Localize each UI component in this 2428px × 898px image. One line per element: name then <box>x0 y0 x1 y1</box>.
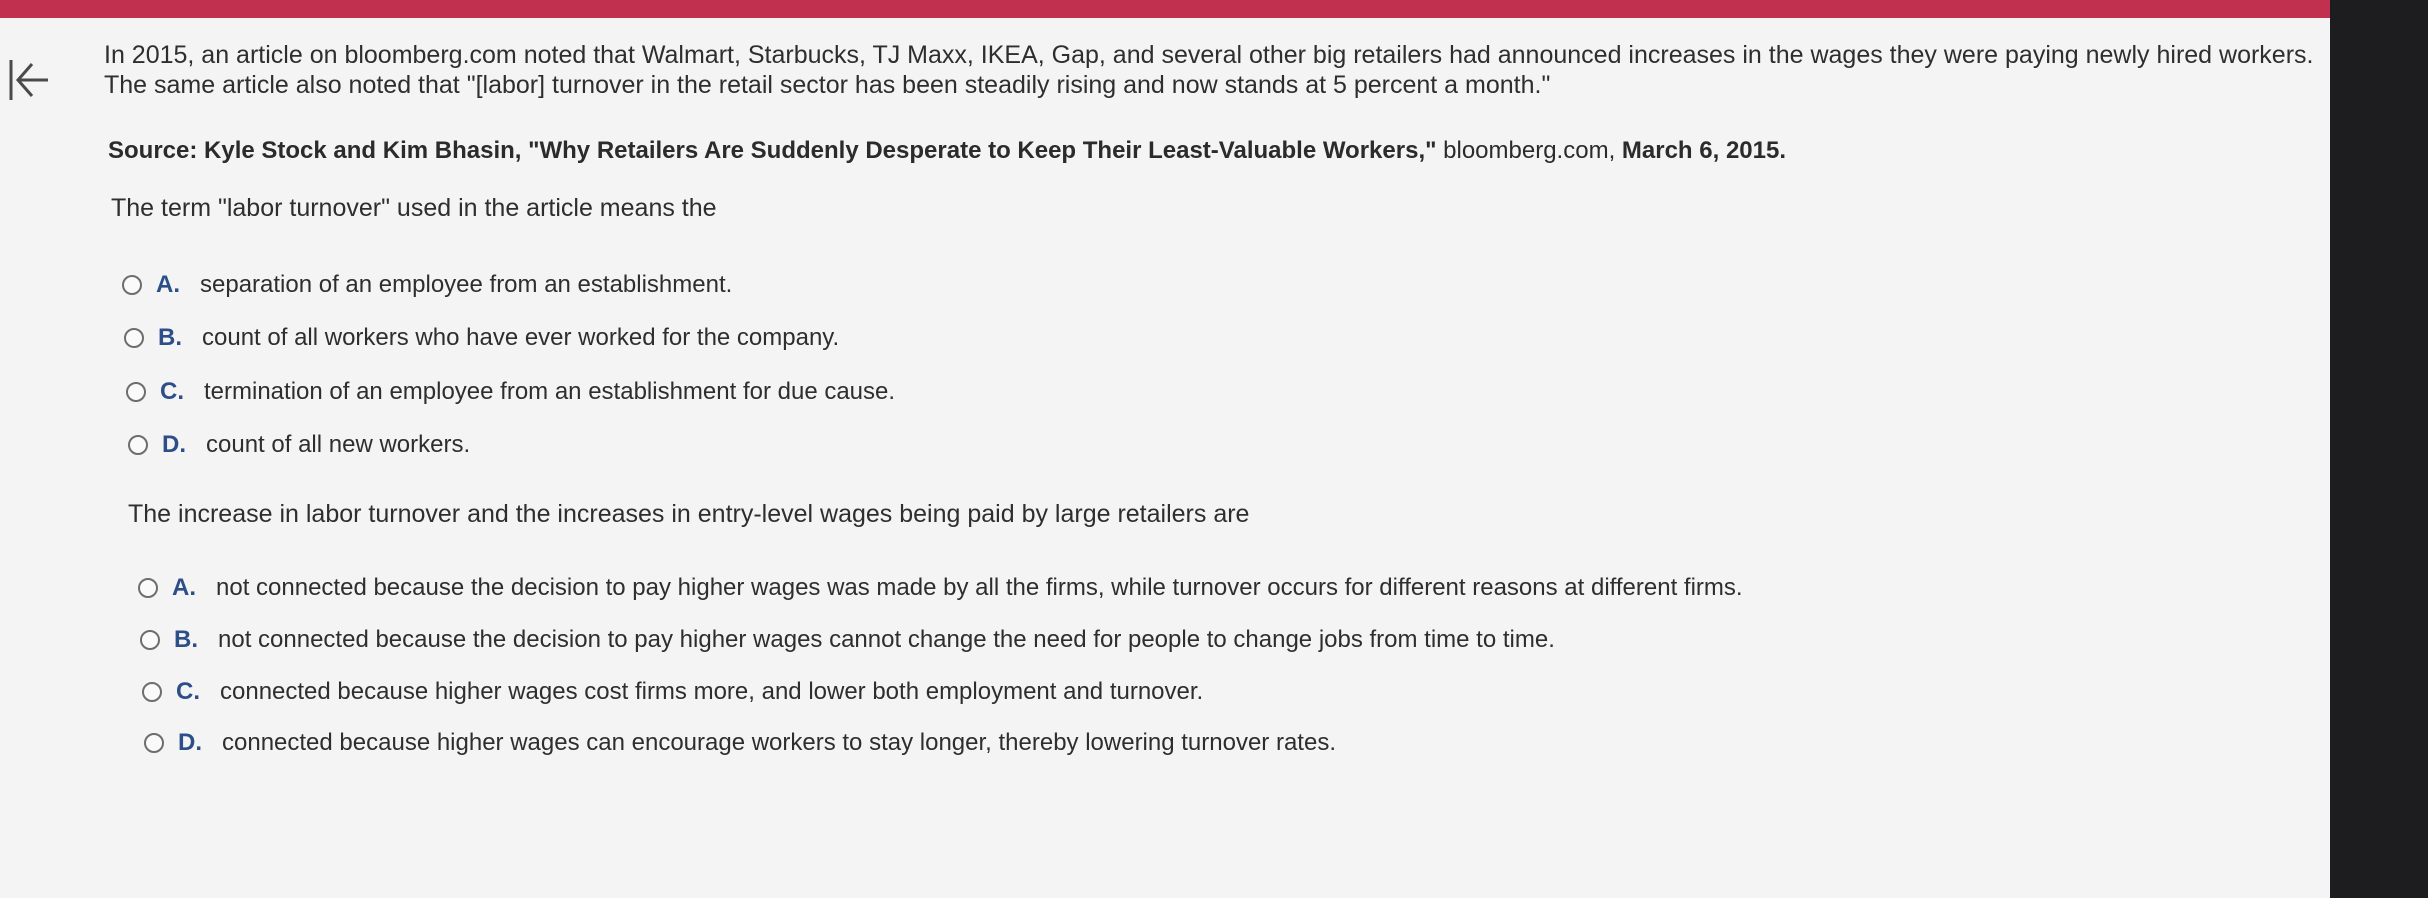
article-passage: In 2015, an article on bloomberg.com noted that Walmart, Starbucks, TJ Maxx, IKEA, Gap, and several other big retailers had announced increases in the wages they were paying newly hired workers. The same article also noted that "[labor] turnover in the retail sector has been steadily rising and now stands at 5 percent a month." <box>104 41 2314 99</box>
radio-button[interactable] <box>124 328 144 348</box>
option-letter: C. <box>160 378 184 405</box>
q2-option-b[interactable] <box>140 623 1555 657</box>
option-text: separation of an employee from an establishment. <box>200 271 733 298</box>
option-text: termination of an employee from an establishment for due cause. <box>204 378 896 405</box>
screen-edge <box>2330 0 2428 898</box>
radio-button[interactable] <box>128 435 148 455</box>
option-letter: D. <box>162 431 186 458</box>
option-text: not connected because the decision to pay higher wages cannot change the need for people to change jobs from time to time. <box>218 626 1555 653</box>
source-bold: Source: Kyle Stock and Kim Bhasin, "Why Retailers Are Suddenly Desperate to Keep Their Least-Valuable Workers," <box>108 137 1437 164</box>
option-letter: B. <box>174 626 198 653</box>
q1-option-b[interactable] <box>124 321 839 355</box>
q1-option-d[interactable] <box>128 428 470 462</box>
source-citation <box>108 136 2308 166</box>
radio-button[interactable] <box>126 382 146 402</box>
q2-option-c[interactable] <box>142 675 1203 709</box>
option-text: not connected because the decision to pay higher wages was made by all the firms, while turnover occurs for different reasons at different firms. <box>216 574 1743 601</box>
option-letter: D. <box>178 729 202 756</box>
option-letter: A. <box>172 574 196 601</box>
collapse-left-arrow-icon <box>6 52 52 108</box>
q1-option-a[interactable] <box>122 268 732 302</box>
option-text: connected because higher wages cost firms more, and lower both employment and turnover. <box>220 678 1204 705</box>
option-letter: C. <box>176 678 200 705</box>
option-text: connected because higher wages can encourage workers to stay longer, thereby lowering turnover rates. <box>222 729 1336 756</box>
q2-option-a[interactable] <box>138 571 1743 605</box>
radio-button[interactable] <box>142 682 162 702</box>
q1-option-c[interactable] <box>126 375 895 409</box>
option-text: count of all workers who have ever worked for the company. <box>202 324 840 351</box>
option-text: count of all new workers. <box>206 431 471 458</box>
option-letter: B. <box>158 324 182 351</box>
question-1-prompt: The term "labor turnover" used in the article means the <box>111 194 717 222</box>
radio-button[interactable] <box>140 630 160 650</box>
option-letter: A. <box>156 271 180 298</box>
radio-button[interactable] <box>122 275 142 295</box>
source-site: bloomberg.com, <box>1443 137 1616 164</box>
question-2-prompt: The increase in labor turnover and the increases in entry-level wages being paid by large retailers are <box>128 500 1250 528</box>
radio-button[interactable] <box>138 578 158 598</box>
radio-button[interactable] <box>144 733 164 753</box>
q2-option-d[interactable] <box>144 726 1336 760</box>
source-date: March 6, 2015. <box>1621 137 1787 164</box>
back-button[interactable] <box>6 52 52 108</box>
header-bar <box>0 0 2428 18</box>
